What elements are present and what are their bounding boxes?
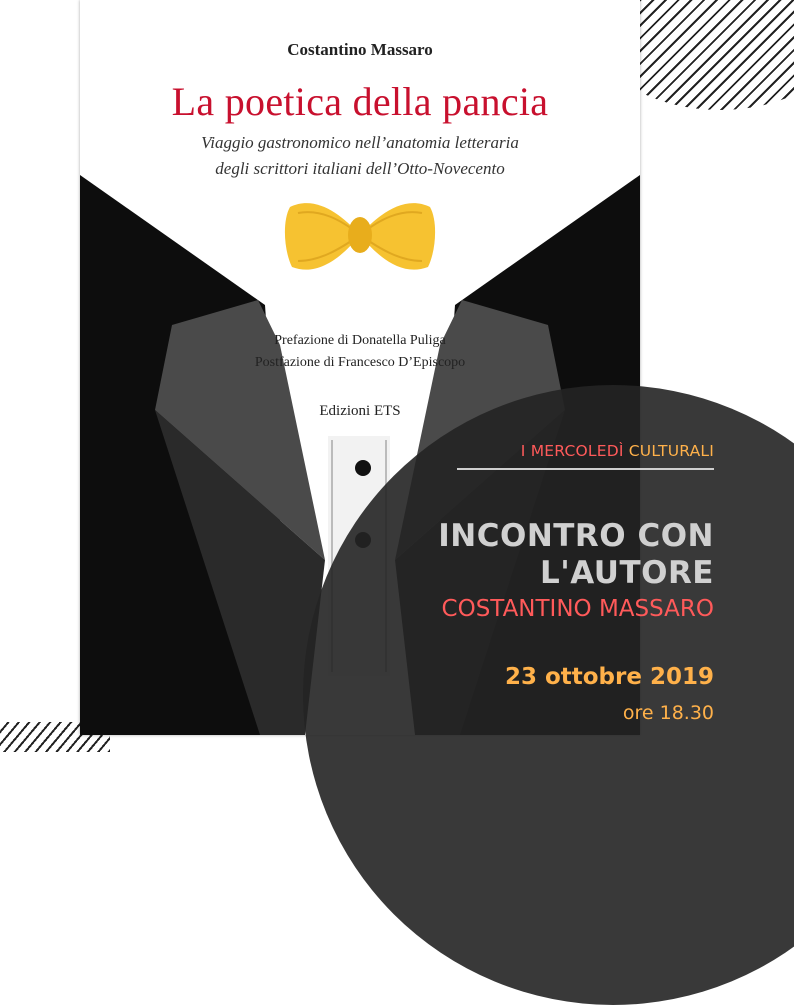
event-series-divider bbox=[457, 468, 714, 470]
event-series-word-1: I MERCOLEDÌ bbox=[520, 442, 624, 460]
event-series bbox=[521, 442, 714, 460]
book-credits bbox=[80, 330, 640, 374]
event-time: ore 18.30 bbox=[622, 702, 714, 724]
event-headline-line-2: L'AUTORE bbox=[539, 555, 714, 591]
book-subtitle-line-2: degli scrittori italiani dell’Otto-Novecento bbox=[215, 159, 505, 178]
event-series-word-2: CULTURALI bbox=[628, 442, 714, 460]
book-subtitle bbox=[80, 130, 640, 182]
book-publisher: Edizioni ETS bbox=[319, 403, 401, 419]
book-title: La poetica della pancia bbox=[171, 79, 549, 124]
shirt-stud-1 bbox=[355, 460, 371, 476]
event-date: 23 ottobre 2019 bbox=[504, 664, 714, 690]
farfalle-pasta-icon bbox=[280, 193, 440, 278]
event-headline-line-1: INCONTRO CON bbox=[438, 518, 714, 554]
book-preface: Prefazione di Donatella Puliga bbox=[274, 333, 446, 348]
book-author: Costantino Massaro bbox=[287, 40, 433, 59]
book-subtitle-line-1: Viaggio gastronomico nell’anatomia letteraria bbox=[201, 133, 519, 152]
event-author-name: COSTANTINO MASSARO bbox=[441, 596, 714, 622]
book-afterword: Postfazione di Francesco D’Episcopo bbox=[254, 355, 466, 370]
